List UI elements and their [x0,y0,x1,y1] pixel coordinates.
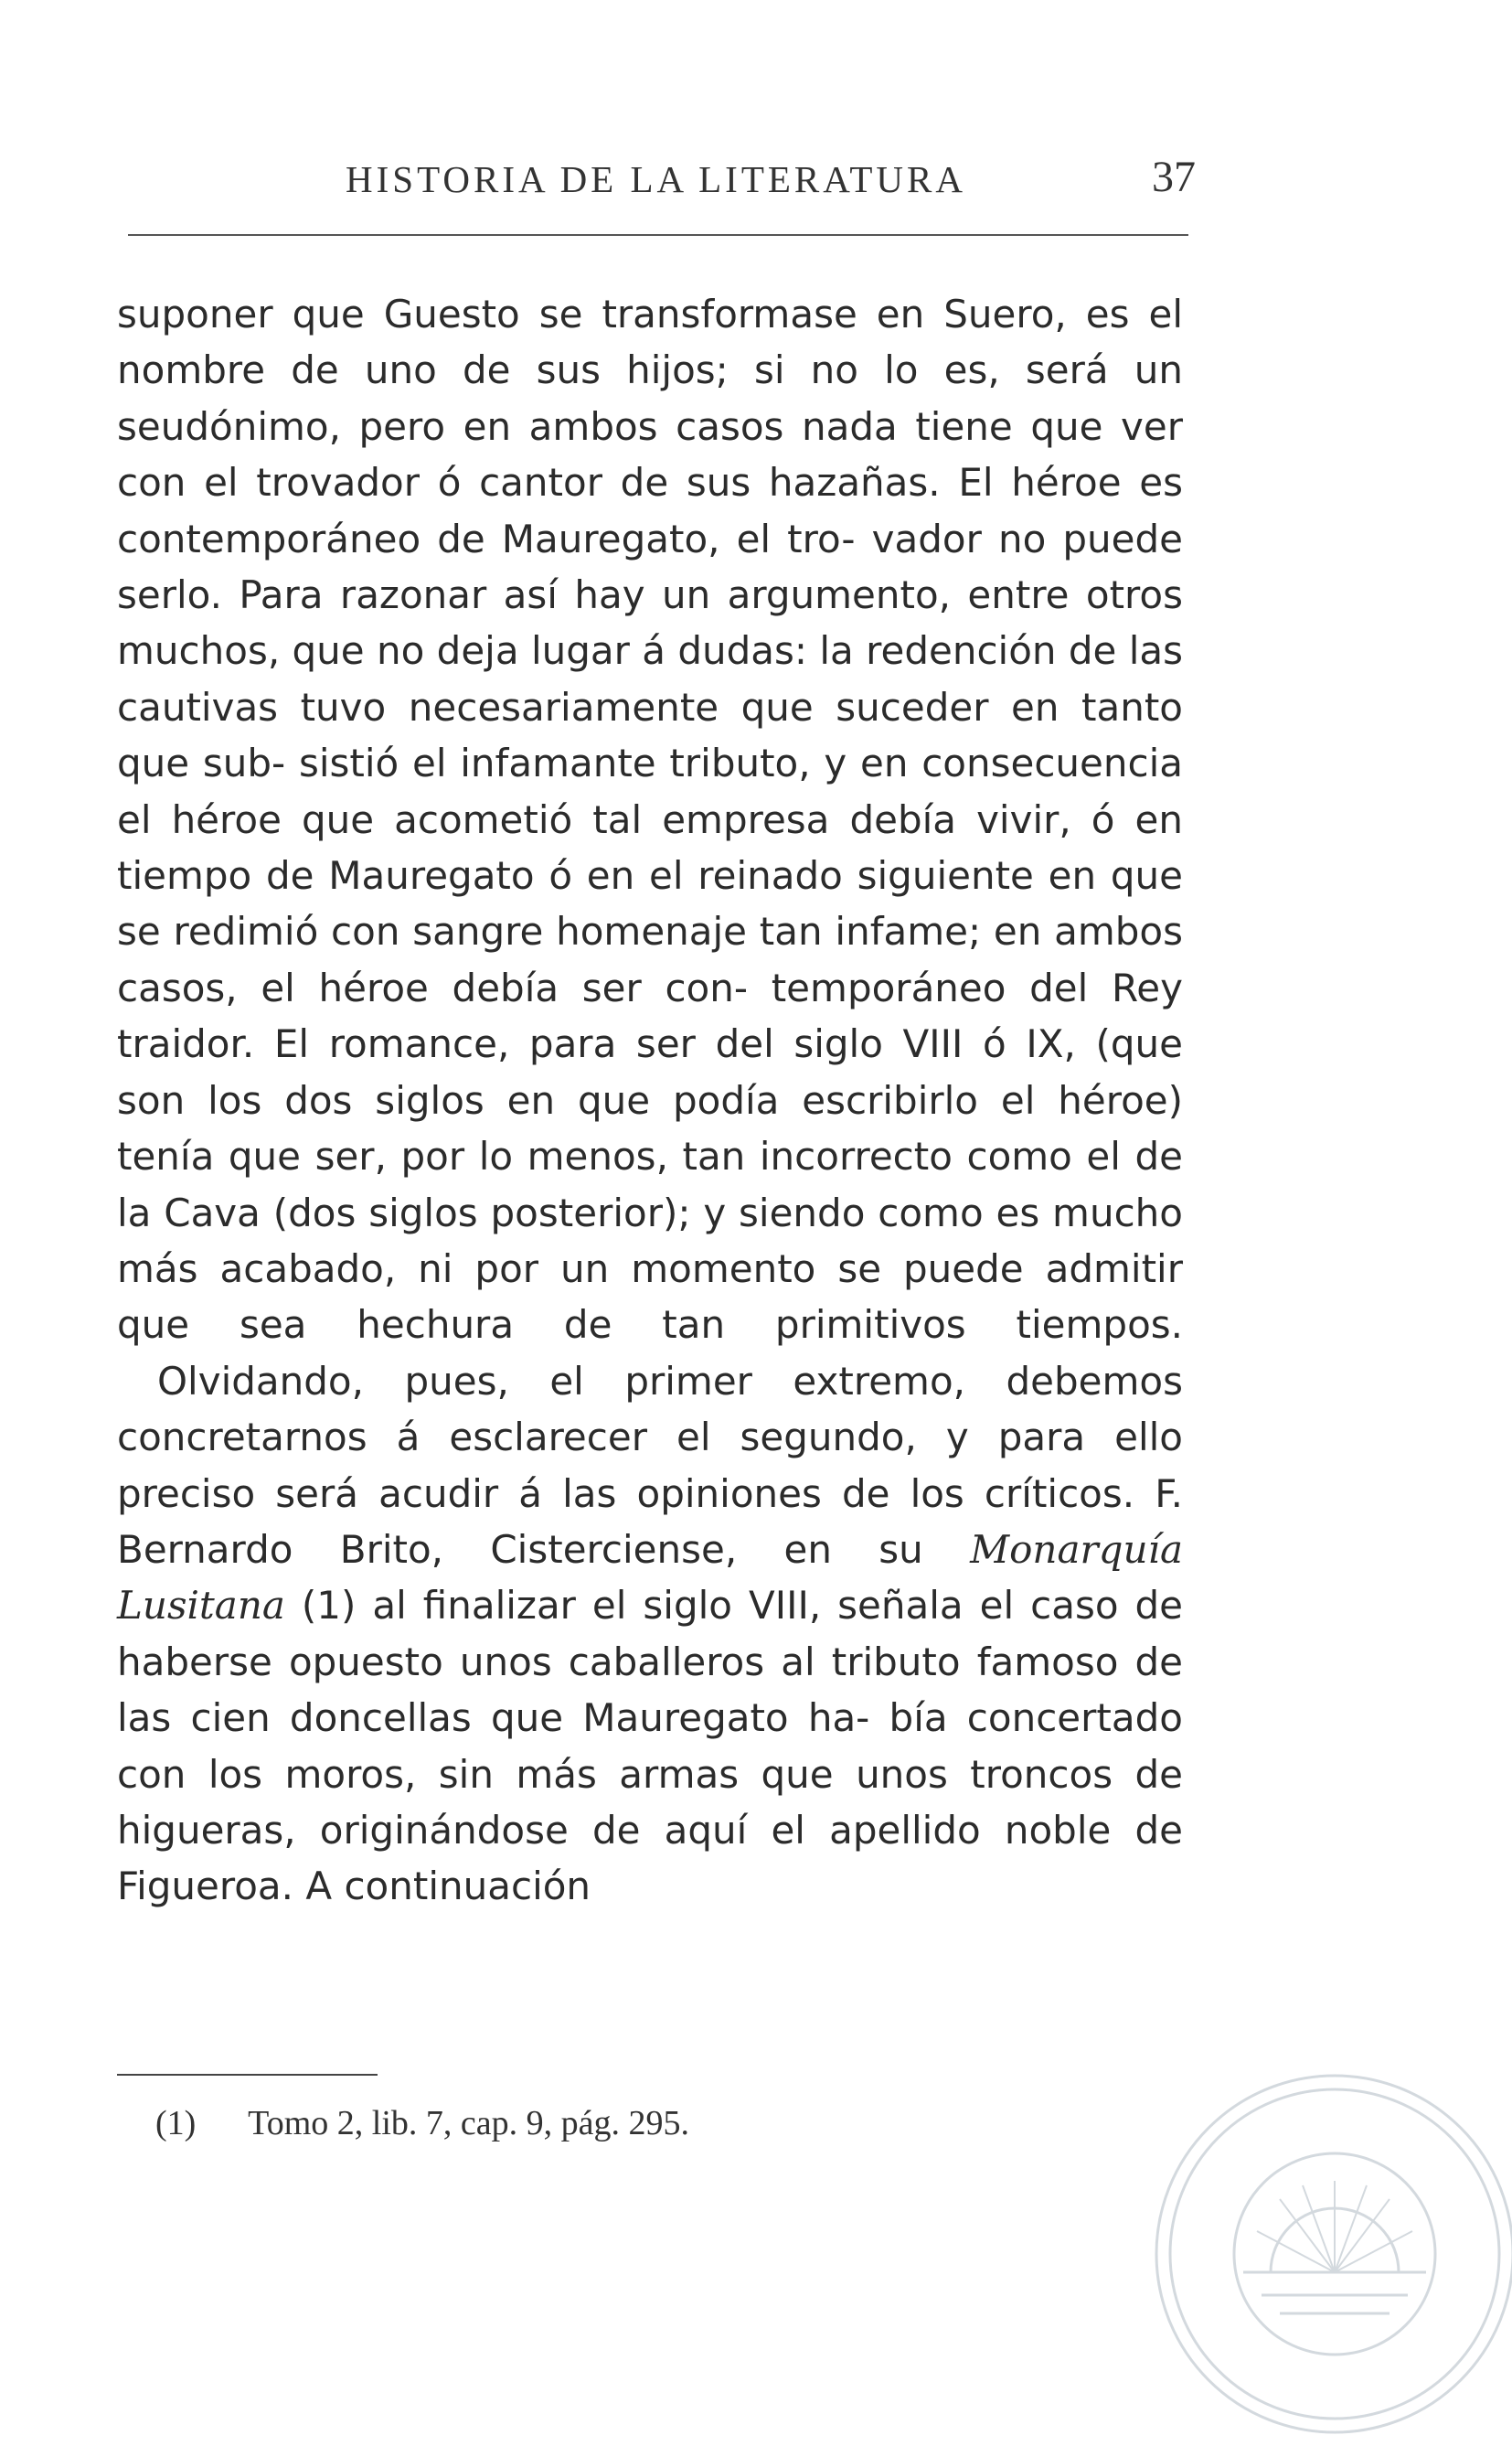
library-stamp-icon [1143,2062,1512,2446]
text-line: Olvidando, pues, el primer extremo, debemos [157,1358,1183,1404]
text-line: vador no puede serlo. Para razonar así hay un [117,516,1183,618]
paragraph-2 [117,1353,1183,1915]
footnote-text: Tomo 2, lib. 7, cap. 9, pág. 295. [248,2104,689,2142]
body-text [117,286,1183,1915]
text-line: un seudónimo, pero en ambos casos nada tiene [117,347,1183,449]
text-line: acabado, ni por un momento se puede admitir [219,1245,1183,1291]
text-line: lo menos, tan incorrecto como el de la Cava (dos [117,1134,1184,1235]
text-line: en que se redimió con sangre homenaje tan [117,853,1183,955]
text-line: El héroe es contemporáneo de Mauregato, el tro- [117,460,1184,561]
text-line: del siglo VIII ó IX, (que son los dos siglos en [117,1021,1183,1123]
text-line: bía concertado con los moros, sin más armas que [117,1695,1183,1797]
text-line: tiempo de Mauregato ó en el reinado siguiente [117,853,1034,899]
text-line: héroe que acometió tal empresa debía vivir, ó en [171,796,1183,842]
text-line: sistió el infamante tributo, y en consecuencia el [117,741,1183,842]
text-line: unos troncos de higueras, originándose de aquí [117,1751,1183,1853]
running-title: HISTORIA DE LA LITERATURA [346,158,966,200]
footnote-mark: (1) [155,2104,197,2142]
text-line: que podía escribirlo el héroe) tenía que ser, por [117,1077,1183,1180]
text-line: concretarnos á esclarecer el segundo, y para ello [117,1415,1183,1460]
text-line: temporáneo del Rey traidor. El romance, para ser [117,965,1183,1067]
text-line: infame; en ambos casos, el héroe debía ser con- [117,909,1184,1010]
footnote-rule [117,2074,378,2076]
text-line: siglos posterior); y siendo como es mucho más [117,1190,1183,1291]
text-line: argumento, entre otros muchos, que no deja [117,572,1183,674]
text-line: que ver con el trovador ó cantor de sus hazañas. [117,403,1183,506]
text-line: de haberse opuesto unos caballeros al tributo [117,1583,1184,1684]
paragraph-1 [117,286,1183,1353]
book-title-part: Monarquía [970,1526,1183,1572]
text-line: lugar á dudas: la redención de las cautivas tuvo [117,628,1184,730]
text-line: es el nombre de uno de sus hijos; si no lo es, será [117,292,1183,393]
footnote [155,2103,689,2143]
text-line: necesariamente que suceder en tanto que sub- [117,684,1183,786]
page-number: 37 [1152,153,1196,201]
text-line: suponer que Guesto se transformase en Suero, [117,292,1067,336]
text-line: el apellido noble de Figueroa. A continuación [117,1807,1183,1909]
text-line: que sea hechura de tan primitivos tiempos. [117,1302,1183,1348]
text-line: F. Bernardo Brito, Cisterciense, en su [117,1470,1183,1572]
text-line: (1) al finalizar el siglo VIII, señala el caso [284,1583,1119,1629]
header-rule [128,234,1188,236]
page-header [117,153,1196,212]
text-line: famoso de las cien doncellas que Mauregato ha- [117,1639,1184,1741]
text-line: preciso será acudir á las opiniones de los críticos. [117,1470,1135,1516]
book-title-part: Lusitana [117,1583,285,1629]
